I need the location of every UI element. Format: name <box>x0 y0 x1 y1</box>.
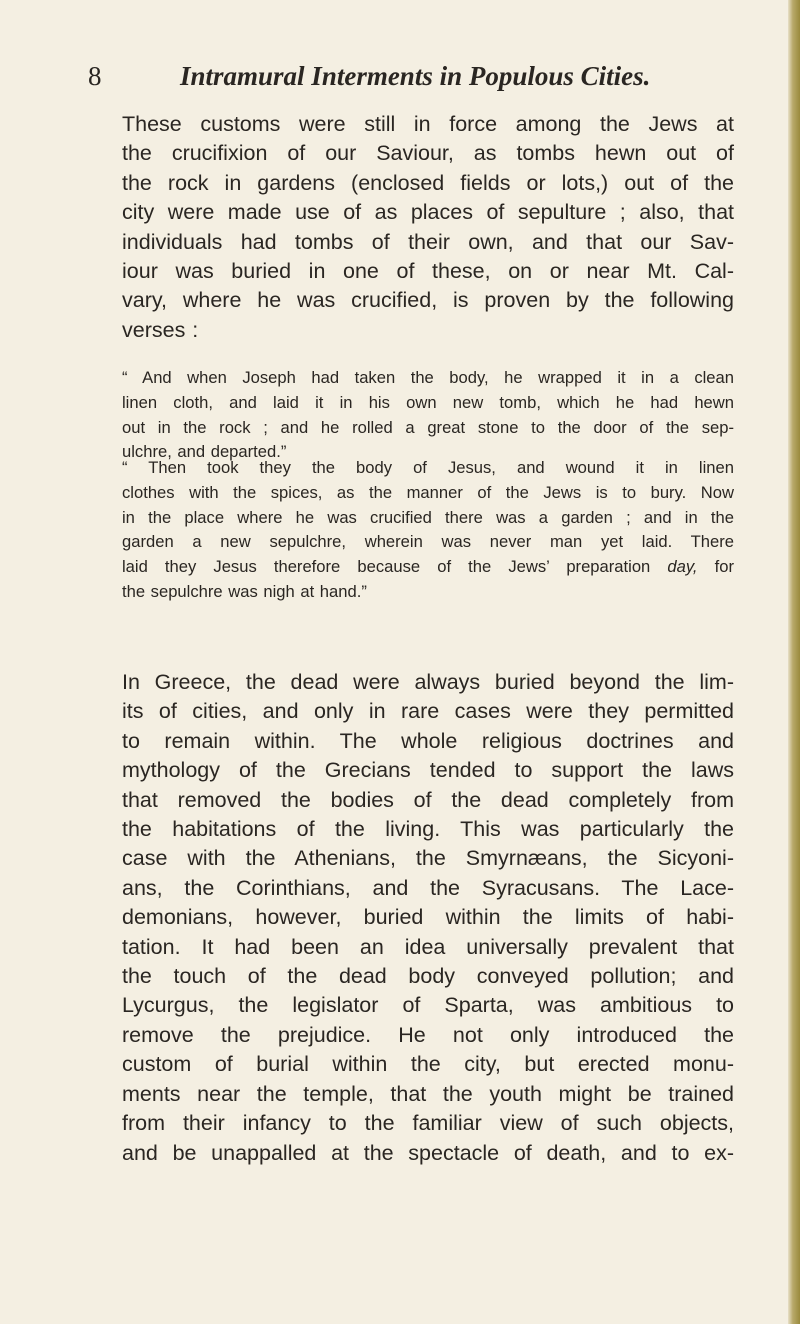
quote-line: garden a new sepulchre, wherein was never man yet laid. There <box>122 532 734 552</box>
text-line: the rock in gardens (enclosed fields or lots,) out of the <box>122 170 734 195</box>
text-line: These customs were still in force among the Jews at <box>122 112 734 136</box>
scripture-quote-jesus <box>122 456 734 605</box>
text-line: ments near the temple, that the youth might be trained <box>122 1081 734 1106</box>
quote-line: out in the rock ; and he rolled a great stone to the door of the sep- <box>122 417 734 437</box>
quote-line-part: for <box>697 557 735 577</box>
text-line: the crucifixion of our Saviour, as tombs hewn out of <box>122 141 734 166</box>
text-line: that removed the bodies of the dead completely from <box>122 787 734 812</box>
text-line: city were made use of as places of sepulture ; also, that <box>122 200 734 225</box>
running-title: Intramural Interments in Populous Cities. <box>180 61 651 91</box>
text-line: remove the prejudice. He not only introduced the <box>122 1022 734 1047</box>
quote-line: in the place where he was crucified there was a garden ; and in the <box>122 507 734 527</box>
paragraph-customs <box>122 110 734 345</box>
text-line: to remain within. The whole religious doctrines and <box>122 728 734 753</box>
text-line: individuals had tombs of their own, and that our Sav- <box>122 229 734 254</box>
quote-line: ulchre, and departed.” <box>122 442 287 462</box>
page-header <box>88 56 728 96</box>
quote-line: “ And when Joseph had taken the body, he wrapped it in a clean <box>122 368 734 387</box>
text-line: the touch of the dead body conveyed pollution; and <box>122 964 734 989</box>
text-line: iour was buried in one of these, on or near Mt. Cal- <box>122 259 734 284</box>
text-line: demonians, however, buried within the limits of habi- <box>122 905 734 930</box>
page-edge <box>788 0 800 1324</box>
paragraph-greece <box>122 668 734 1168</box>
page-number: 8 <box>88 61 102 91</box>
text-line: verses : <box>122 317 199 342</box>
quote-line: “ Then took they the body of Jesus, and wound it in linen <box>122 458 734 477</box>
text-line: from their infancy to the familiar view of such objects, <box>122 1111 734 1136</box>
text-line: In Greece, the dead were always buried beyond the lim- <box>122 670 734 694</box>
quote-line <box>122 555 734 580</box>
text-line: mythology of the Grecians tended to support the laws <box>122 758 734 783</box>
quote-line: clothes with the spices, as the manner of the Jews is to bury. Now <box>122 482 734 502</box>
quote-line: linen cloth, and laid it in his own new tomb, which he had hewn <box>122 392 734 412</box>
scripture-quote-joseph <box>122 366 734 465</box>
quote-line-part: laid they Jesus therefore because of the Jews’ preparation <box>122 557 668 577</box>
quote-line: the sepulchre was nigh at hand.” <box>122 581 367 601</box>
text-line: custom of burial within the city, but erected monu- <box>122 1052 734 1077</box>
text-line: Lycurgus, the legislator of Sparta, was ambitious to <box>122 993 734 1018</box>
text-line: ans, the Corinthians, and the Syracusans. The Lace- <box>122 875 734 900</box>
text-line: tation. It had been an idea universally prevalent that <box>122 934 734 959</box>
text-line: and be unappalled at the spectacle of death, and to ex- <box>122 1140 734 1165</box>
text-line: case with the Athenians, the Smyrnæans, the Sicyoni- <box>122 846 734 871</box>
italic-word: day, <box>667 557 698 577</box>
text-line: vary, where he was crucified, is proven by the following <box>122 288 734 313</box>
text-line: its of cities, and only in rare cases were they permitted <box>122 699 734 724</box>
text-line: the habitations of the living. This was particularly the <box>122 817 734 842</box>
